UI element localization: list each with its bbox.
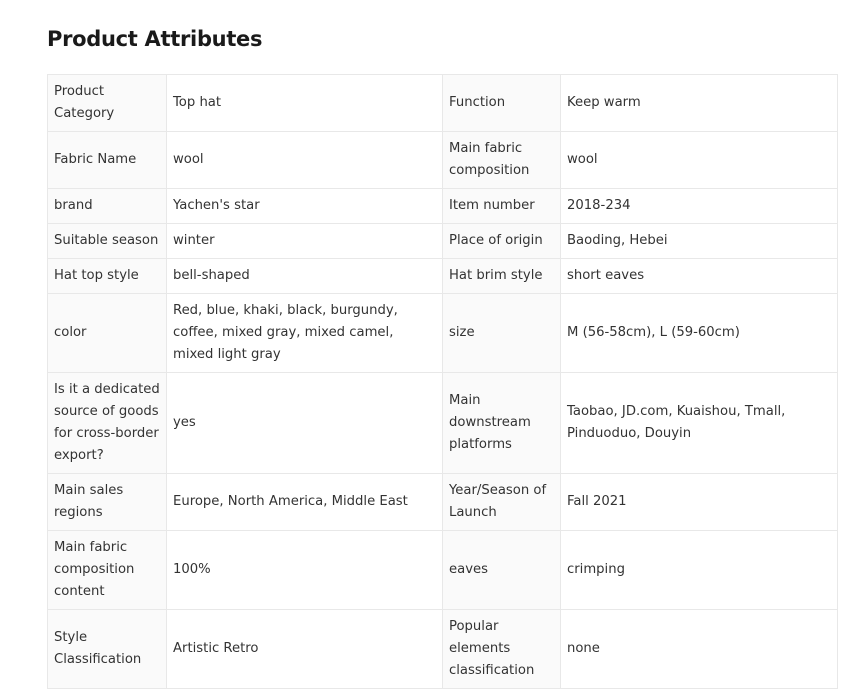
attribute-value: 100% [167, 531, 443, 610]
attribute-label: Main sales regions [48, 474, 167, 531]
attribute-label: eaves [443, 531, 561, 610]
attribute-label: Function [443, 75, 561, 132]
attribute-value: bell-shaped [167, 259, 443, 294]
attribute-value: Top hat [167, 75, 443, 132]
table-row [48, 132, 838, 189]
attribute-label: Hat top style [48, 259, 167, 294]
attribute-value: Europe, North America, Middle East [167, 474, 443, 531]
attribute-value: none [561, 610, 838, 689]
attribute-value: short eaves [561, 259, 838, 294]
table-row [48, 474, 838, 531]
attribute-label: color [48, 294, 167, 373]
attribute-label: Fabric Name [48, 132, 167, 189]
table-row [48, 75, 838, 132]
attribute-label: Suitable season [48, 224, 167, 259]
attribute-label: Is it a dedicated source of goods for cross-border export? [48, 373, 167, 474]
attribute-label: Hat brim style [443, 259, 561, 294]
table-row [48, 189, 838, 224]
attribute-value: crimping [561, 531, 838, 610]
attribute-label: Main downstream platforms [443, 373, 561, 474]
table-row [48, 531, 838, 610]
table-row [48, 610, 838, 689]
attribute-value: Fall 2021 [561, 474, 838, 531]
attribute-value: M (56-58cm), L (59-60cm) [561, 294, 838, 373]
attribute-value: Artistic Retro [167, 610, 443, 689]
attribute-value: Yachen's star [167, 189, 443, 224]
attribute-value: Keep warm [561, 75, 838, 132]
attribute-value: Baoding, Hebei [561, 224, 838, 259]
attribute-value: Taobao, JD.com, Kuaishou, Tmall, Pinduoduo, Douyin [561, 373, 838, 474]
table-row [48, 224, 838, 259]
attribute-value: yes [167, 373, 443, 474]
product-attributes-table [47, 74, 838, 689]
attribute-value: 2018-234 [561, 189, 838, 224]
page-title: Product Attributes [47, 27, 263, 51]
attribute-label: Popular elements classification [443, 610, 561, 689]
attribute-value: wool [561, 132, 838, 189]
attribute-label: Main fabric composition [443, 132, 561, 189]
attribute-label: Main fabric composition content [48, 531, 167, 610]
attribute-label: Style Classification [48, 610, 167, 689]
attribute-label: Place of origin [443, 224, 561, 259]
attribute-value: wool [167, 132, 443, 189]
table-row [48, 373, 838, 474]
attribute-label: Item number [443, 189, 561, 224]
attribute-value: Red, blue, khaki, black, burgundy, coffee, mixed gray, mixed camel, mixed light gray [167, 294, 443, 373]
attribute-label: brand [48, 189, 167, 224]
attribute-label: Year/Season of Launch [443, 474, 561, 531]
attribute-label: Product Category [48, 75, 167, 132]
attribute-value: winter [167, 224, 443, 259]
table-row [48, 259, 838, 294]
table-row [48, 294, 838, 373]
attribute-label: size [443, 294, 561, 373]
